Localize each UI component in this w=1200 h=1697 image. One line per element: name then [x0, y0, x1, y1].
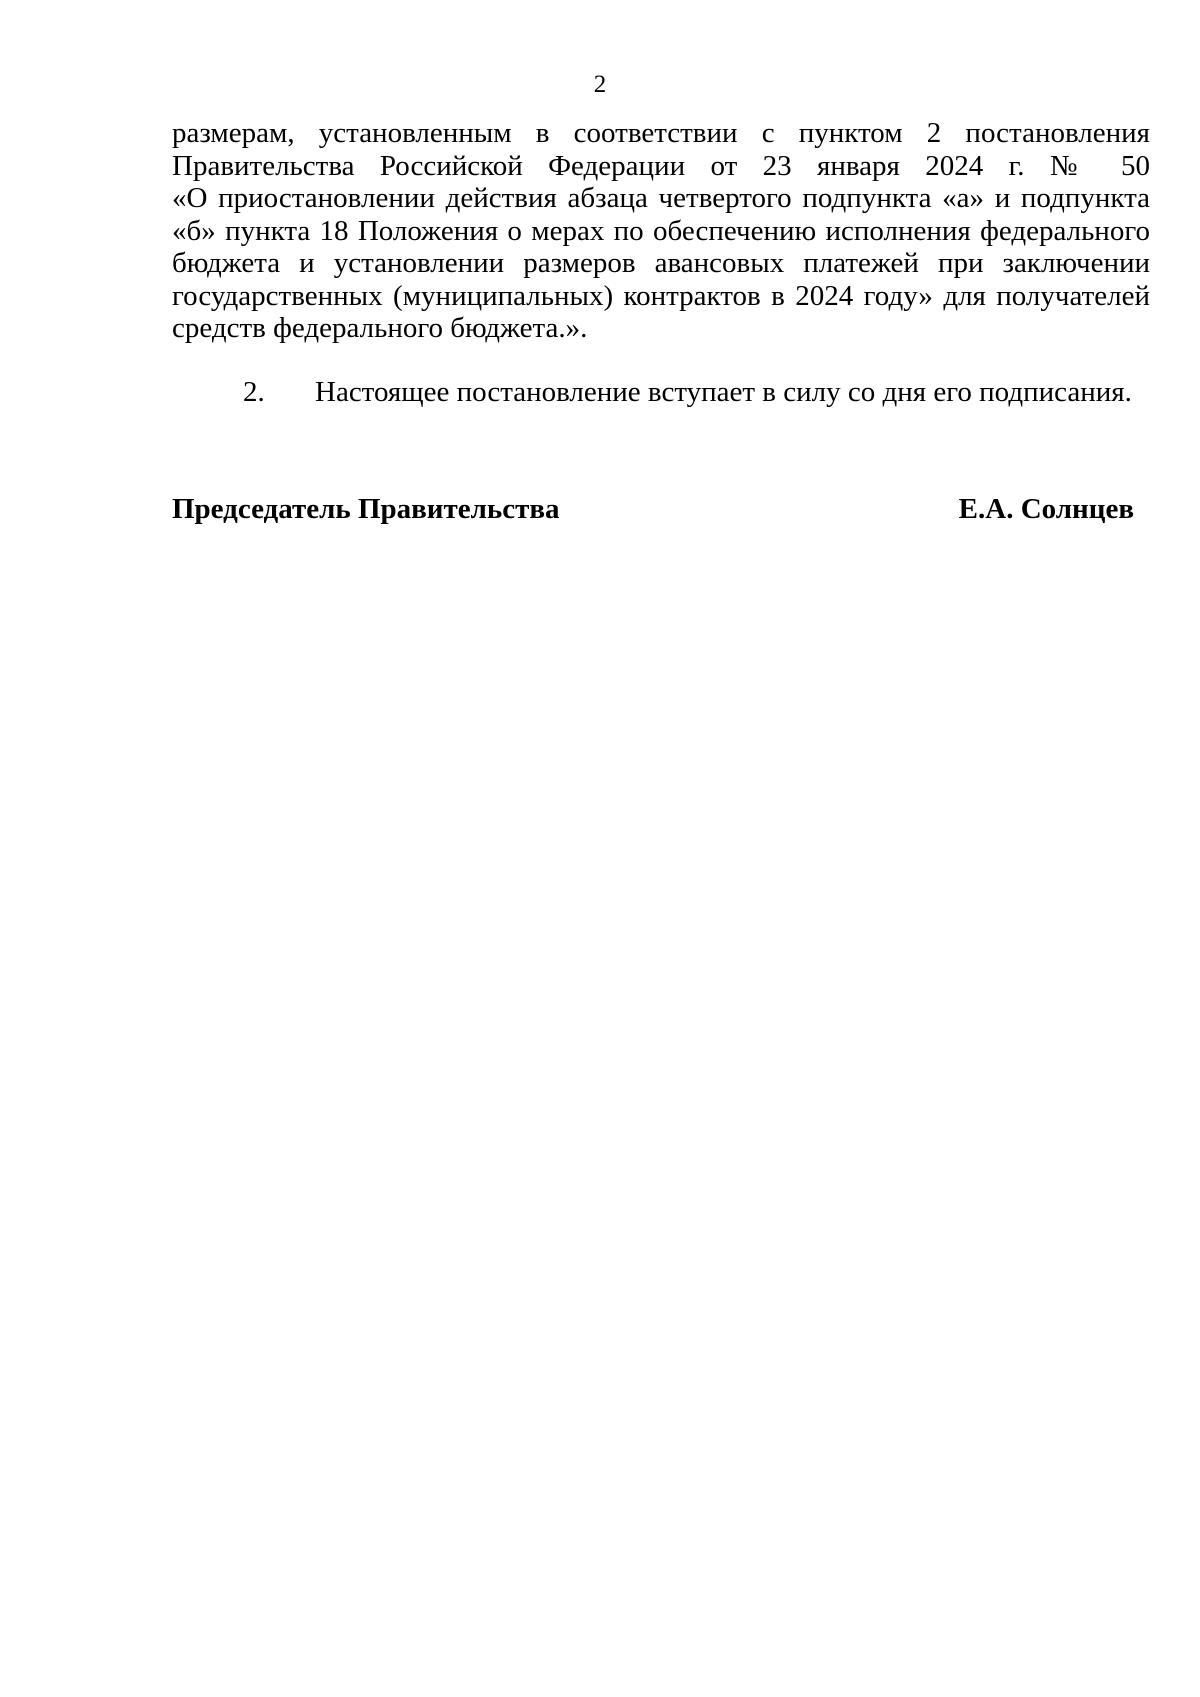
signatory-position: Председатель Правительства	[172, 493, 560, 525]
clause-2	[243, 376, 1163, 409]
continuation-paragraph	[172, 117, 1150, 345]
paragraph-line: размерам, установленным в соответствии с пунктом 2 постановления	[172, 117, 1150, 149]
clause-text: Настоящее постановление вступает в силу со дня его подписания.	[315, 376, 1132, 408]
paragraph-line: «б» пункта 18 Положения о мерах по обеспечению исполнения федерального	[172, 214, 1150, 247]
signatory-name: Е.А. Солнцев	[958, 493, 1134, 525]
clause-number: 2.	[243, 376, 265, 408]
page-number: 2	[593, 71, 607, 98]
paragraph-line: Правительства Российской Федерации от 23 января 2024 г. № 50	[172, 149, 1150, 182]
paragraph-line: «О приостановлении действия абзаца четвертого подпункта «а» и подпункта	[172, 182, 1150, 214]
paragraph-line: бюджета и установлении размеров авансовых платежей при заключении	[172, 247, 1150, 279]
paragraph-line: государственных (муниципальных) контрактов в 2024 году» для получателей	[172, 279, 1150, 312]
paragraph-line: средств федерального бюджета.».	[172, 312, 588, 344]
